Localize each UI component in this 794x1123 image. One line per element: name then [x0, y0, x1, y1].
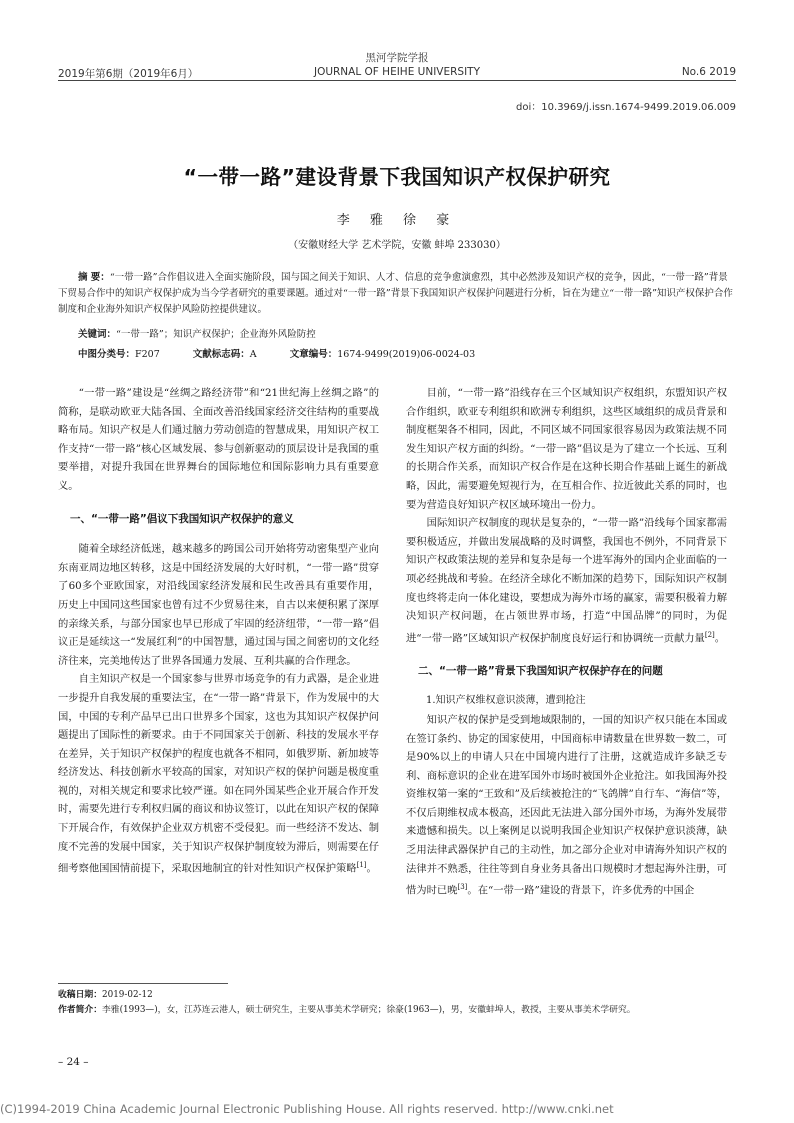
article-number-label: 文章编号：: [289, 349, 338, 360]
page-number: – 24 –: [58, 1056, 89, 1068]
citation-ref: [1]: [356, 861, 367, 870]
article-title: “一带一路”建设背景下我国知识产权保护研究: [183, 165, 611, 189]
paragraph: 目前，“一带一路”沿线存在三个区域知识产权组织，东盟知识产权合作组织，欧亚专利组织和欧洲专利组织，这些区域组织的成员背景和制度框架各不相同，因此，不同区域不同国家很容易因为政策法规不同发生知识产权方面的纠纷。“一带一路”倡议是为了建立一个长远、互利的长期合作关系，而知识产权合作是在这种长期合作基础上诞生的新战略，因此，需要避免短视行为，在互相合作、拉近彼此关系的同时，也要为营造良好知识产权区域环境出一份力。: [406, 387, 727, 511]
issue-number: No.6 2019: [681, 66, 736, 78]
classification-line: [78, 346, 475, 360]
doc-code-label: 文献标志码：: [192, 349, 250, 360]
authors: 李 雅 徐 豪: [336, 213, 458, 228]
citation-ref: [3]: [457, 883, 468, 892]
keywords-text: “一带一路”；知识产权保护；企业海外风险防控: [116, 329, 316, 340]
section-heading-1: 一、“一带一路”倡议下我国知识产权保护的意义: [70, 512, 294, 525]
citation-ref: [2]: [704, 630, 715, 639]
copyright-footer: (C)1994-2019 China Academic Journal Electronic Publishing House. All rights reserved. http://www.cnki.net: [0, 1102, 614, 1116]
section-heading-2: 二、“一带一路”背景下我国知识产权保护存在的问题: [418, 664, 663, 677]
affiliation: （安徽财经大学 艺术学院，安徽 蚌埠 233030）: [288, 240, 506, 251]
paragraph-end: 。: [366, 862, 377, 875]
right-column: [406, 384, 727, 900]
paragraph: 随着全球经济低迷，越来越多的跨国公司开始将劳动密集型产业向东南亚周边地区转移，这是中国经济发展的大好时机，“一带一路”贯穿了60多个亚欧国家，对沿线国家经济发展和民生改善具有重要作用，历史上中国同这些国家也曾有过不少贸易往来，自古以来便积累了深厚的亲缘关系，与部分国家也早已形成了牢固的经济纽带，“一带一路”倡议正是延续这一“发展红利”的中国智慧，通过国与国之间密切的文化经济往来，完美地传达了世界各国通力发展、互利共赢的合作理念。: [58, 543, 379, 667]
received-label: 收稿日期：: [58, 990, 102, 1000]
abstract-label: 摘 要：: [78, 272, 110, 283]
paragraph-text-cont: 。在“一带一路”建设的背景下，许多优秀的中国企: [467, 884, 695, 897]
footnote-rule: [58, 983, 228, 984]
paragraph-text: 自主知识产权是一个国家参与世界市场竞争的有力武器，是企业进一步提升自我发展的重要法宝，在“一带一路”背景下，作为发展中的大国，中国的专利产品早已出口世界多个国家，这也为其知识产权保护问题提出了国际性的新要求。由于不同国家关于创新、科技的发展水平存在差异，关于知识产权保护的程度也就各不相同，如俄罗斯、新加坡等经济发达、科技创新水平较高的国家，对知识产权的保护问题是极度重视的，对相关规定和要求比较严谨。如在同外国某些企业开展合作开发时，需要先进行专利权归属的商议和协议签订，以此在知识产权的保障下开展合作，有效保护企业双方机密不受侵犯。而一些经济不发达、制度不完善的发展中国家，关于知识产权保护制度较为滞后，则需要在仔细考察他国国情前提下，采取因地制宜的针对性知识产权保护策略: [58, 673, 379, 875]
issue-info: 2019年第6期（2019年6月）: [58, 68, 199, 80]
received-value: 2019-02-12: [102, 990, 153, 1000]
journal-name-cn: 黑河学院学报: [365, 52, 429, 64]
paragraph-text: 国际知识产权制度的现状是复杂的，“一带一路”沿线每个国家都需要积极适应，并做出发展战略的及时调整，我国也不例外，不同背景下知识产权政策法规的差异和复杂是每一个进军海外的国内企业面临的一项必经挑战和考验。在经济全球化不断加深的趋势下，国际知识产权制度也终将走向一体化建设，要想成为海外市场的赢家，需要积极着力解决知识产权问题，在占领世界市场，打造“中国品牌”的同时，为促进“一带一路”区域知识产权保护制度良好运行和协调统一贡献力量: [406, 517, 727, 645]
abstract-text: “一带一路”合作倡议进入全面实施阶段，国与国之间关于知识、人才、信息的竞争愈演愈烈，其中必然涉及知识产权的竞争，因此，“一带一路”背景下贸易合作中的知识产权保护成为当今学者研究的重要课题。通过对“一带一路”背景下我国知识产权保护问题进行分析，旨在为建立“一带一路”知识产权保护合作制度和企业海外知识产权保护风险防控提供建议。: [58, 272, 733, 315]
author-bio-label: 作者简介：: [58, 1005, 102, 1015]
article-number-value: 1674-9499(2019)06-0024-03: [337, 349, 476, 360]
keywords-label: 关键词：: [78, 329, 117, 340]
clc-value: F207: [135, 349, 160, 360]
doi: doi：10.3969/j.issn.1674-9499.2019.06.009: [516, 102, 736, 113]
paragraph-text: 知识产权的保护是受到地域限制的，一国的知识产权只能在本国或在签订条约、协定的国家使用，中国商标申请数量在世界数一数二，可是90%以上的申请人只在中国境内进行了注册，这就造成许多缺乏专利、商标意识的企业在进军国外市场时被国外企业抢注。如我国海外投资维权第一案的“王致和”及后续被抢注的“飞鸽牌”自行车、“海信”等，不仅后期维权成本极高，还因此无法进入部分国外市场，为海外发展带来遗憾和损失。以上案例足以说明我国企业知识产权保护意识淡薄，缺乏用法律武器保护自己的主动性，加之部分企业对申请海外知识产权的法律并不熟悉，往往等到自身业务具备出口规模时才想起海外注册，可惜为时已晚: [406, 713, 727, 897]
left-column: [58, 384, 379, 878]
clc-label: 中图分类号：: [78, 349, 136, 360]
journal-name-en: JOURNAL OF HEIHE UNIVERSITY: [313, 66, 481, 78]
paragraph: [406, 514, 727, 648]
paragraph-end: 。: [714, 632, 726, 645]
paragraph: “一带一路”建设是“丝绸之路经济带”和“21世纪海上丝绸之路”的简称，是联动欧亚大陆各国、全面改善沿线国家经济交往结构的重要战略布局。知识产权是人们通过脑力劳动创造的智慧成果，用知识产权工作支持“一带一路”核心区域发展、参与创新驱动的顶层设计是我国的重要举措，对提升我国在世界舞台的国际地位和国际影响力具有重要意义。: [58, 387, 379, 492]
subsection-heading: 1.知识产权维权意识淡薄，遭到抢注: [426, 695, 586, 707]
keywords: [58, 327, 756, 343]
paragraph: [58, 670, 379, 878]
author-bio: [58, 1003, 736, 1017]
received-date: [58, 988, 736, 1002]
doc-code-value: A: [249, 349, 257, 360]
abstract: [58, 270, 736, 318]
header-rule: [58, 80, 736, 81]
author-bio-text: 李雅(1993—)，女，江苏连云港人，硕士研究生，主要从事美术学研究；徐豪(1963—)，男，安徽蚌埠人，教授，主要从事美术学研究。: [102, 1005, 636, 1015]
paragraph: [406, 711, 727, 900]
